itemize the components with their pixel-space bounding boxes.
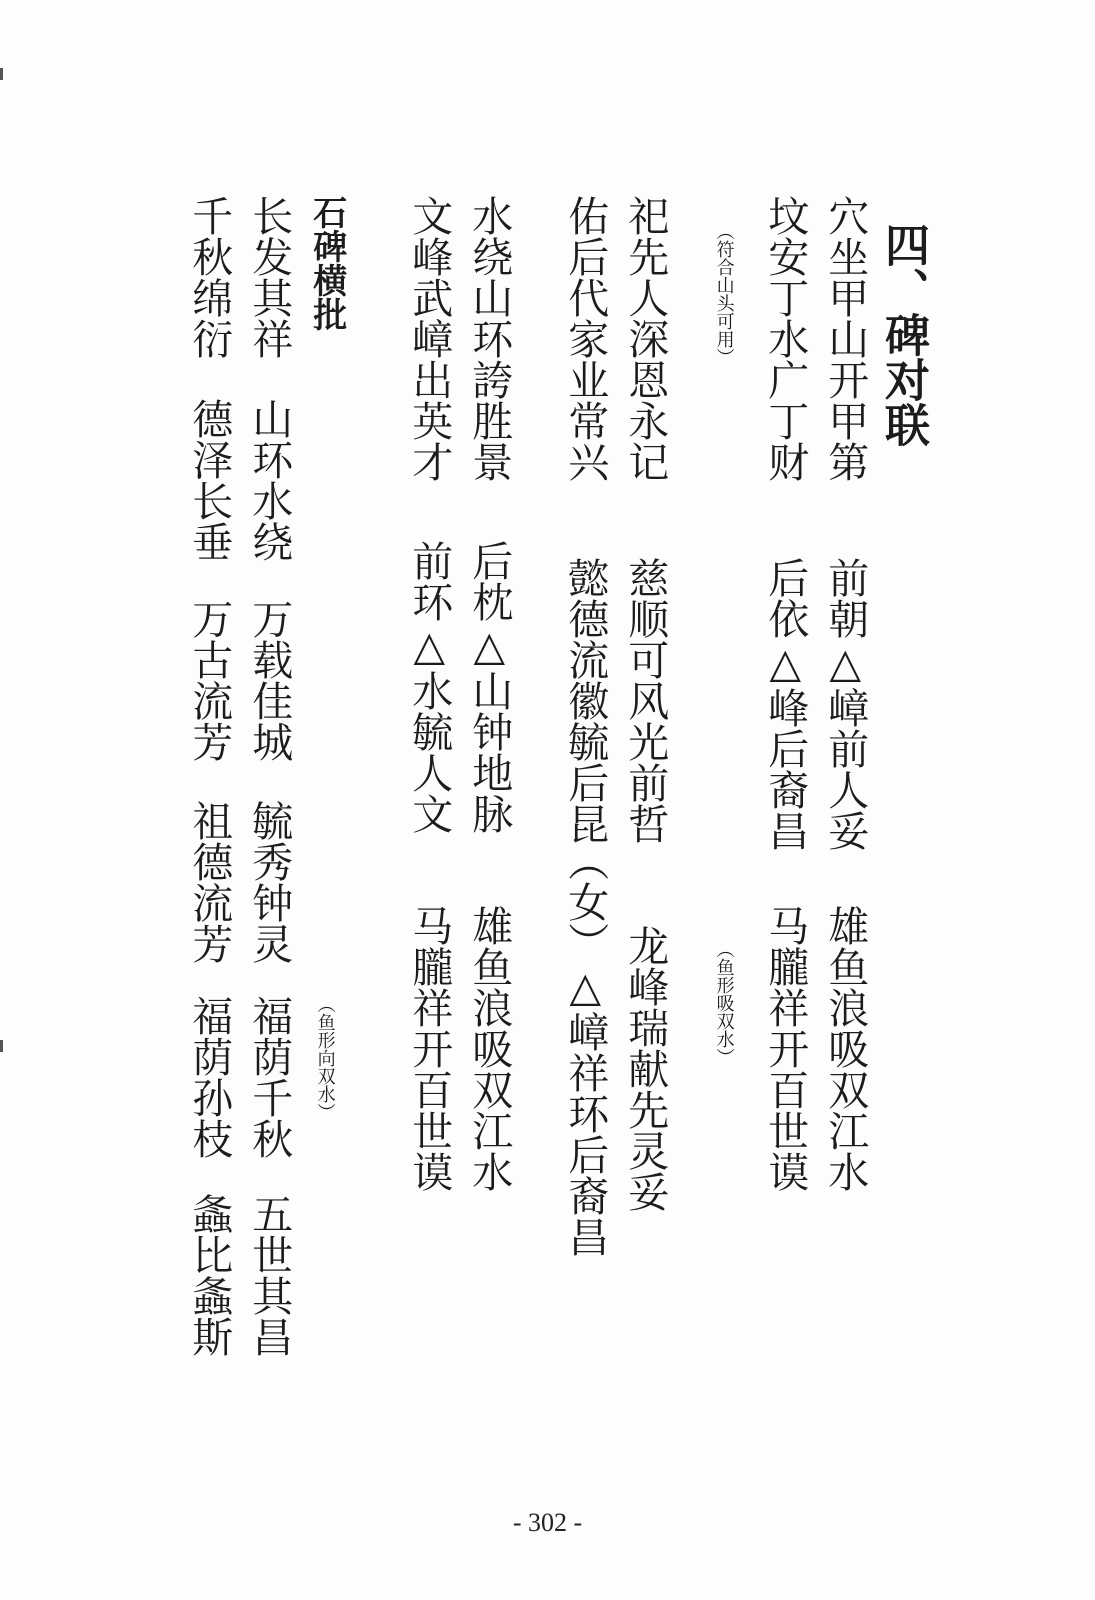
banner-row2-3: 万古流芳 xyxy=(185,598,234,762)
note-fish-facing-water: （鱼形向双水） xyxy=(314,995,336,1121)
banner-row1-1: 长发其祥 xyxy=(245,195,294,359)
banner-row1-3: 万载佳城 xyxy=(245,598,294,762)
couplet-1-upper: 穴坐甲山开甲第 xyxy=(821,195,870,482)
couplet-5-lower: 后枕△山钟地脉 xyxy=(465,540,514,834)
couplet-4-lower: 懿德流徽毓后昆 xyxy=(561,557,610,844)
couplet-1-lower: 前朝△嶂前人妥 xyxy=(821,557,870,851)
couplet-3-extra: 龙峰瑞献先灵妥 xyxy=(621,925,670,1212)
page-number: - 302 - xyxy=(512,1508,583,1537)
couplet-6-upper: 文峰武嶂出英才 xyxy=(405,195,454,482)
scan-edge-mark xyxy=(0,1040,3,1052)
couplet-5-extra: 雄鱼浪吸双江水 xyxy=(465,905,514,1192)
couplet-4-extra: （女）△嶂祥环后裔昌 xyxy=(561,840,610,1257)
banner-row2-5: 福荫孙枝 xyxy=(185,995,234,1159)
couplet-2-upper: 坟安丁水广丁财 xyxy=(761,195,810,482)
couplet-6-extra: 马朧祥开百世谟 xyxy=(405,905,454,1192)
couplet-3-lower: 慈顺可风光前哲 xyxy=(621,557,670,844)
couplet-2-lower: 后依△峰后裔昌 xyxy=(761,557,810,851)
banner-row2-6: 螽比螽斯 xyxy=(185,1193,234,1357)
banner-row2-2: 德泽长垂 xyxy=(185,398,234,562)
banner-row2-1: 千秋绵衍 xyxy=(185,195,234,359)
couplet-5-upper: 水绕山环誇胜景 xyxy=(465,195,514,482)
note-mountain: （符合山头可用） xyxy=(713,222,735,366)
couplet-2-extra: 马朧祥开百世谟 xyxy=(761,905,810,1192)
banner-row1-5: 福荫千秋 xyxy=(245,995,294,1159)
scan-edge-mark xyxy=(0,68,3,80)
couplet-3-upper: 祀先人深恩永记 xyxy=(621,195,670,482)
couplet-1-extra: 雄鱼浪吸双江水 xyxy=(821,905,870,1192)
subsection-title: 石碑横批 xyxy=(306,195,347,331)
couplet-4-upper: 佑后代家业常兴 xyxy=(561,195,610,482)
couplet-6-lower: 前环△水毓人文 xyxy=(405,540,454,834)
banner-row1-4: 毓秀钟灵 xyxy=(245,800,294,964)
banner-row1-2: 山环水绕 xyxy=(245,398,294,562)
banner-row2-4: 祖德流芳 xyxy=(185,800,234,964)
banner-row1-6: 五世其昌 xyxy=(245,1193,294,1357)
section-title: 四、碑对联 xyxy=(877,222,930,447)
note-fish-double-water: （鱼形吸双水） xyxy=(713,940,735,1066)
